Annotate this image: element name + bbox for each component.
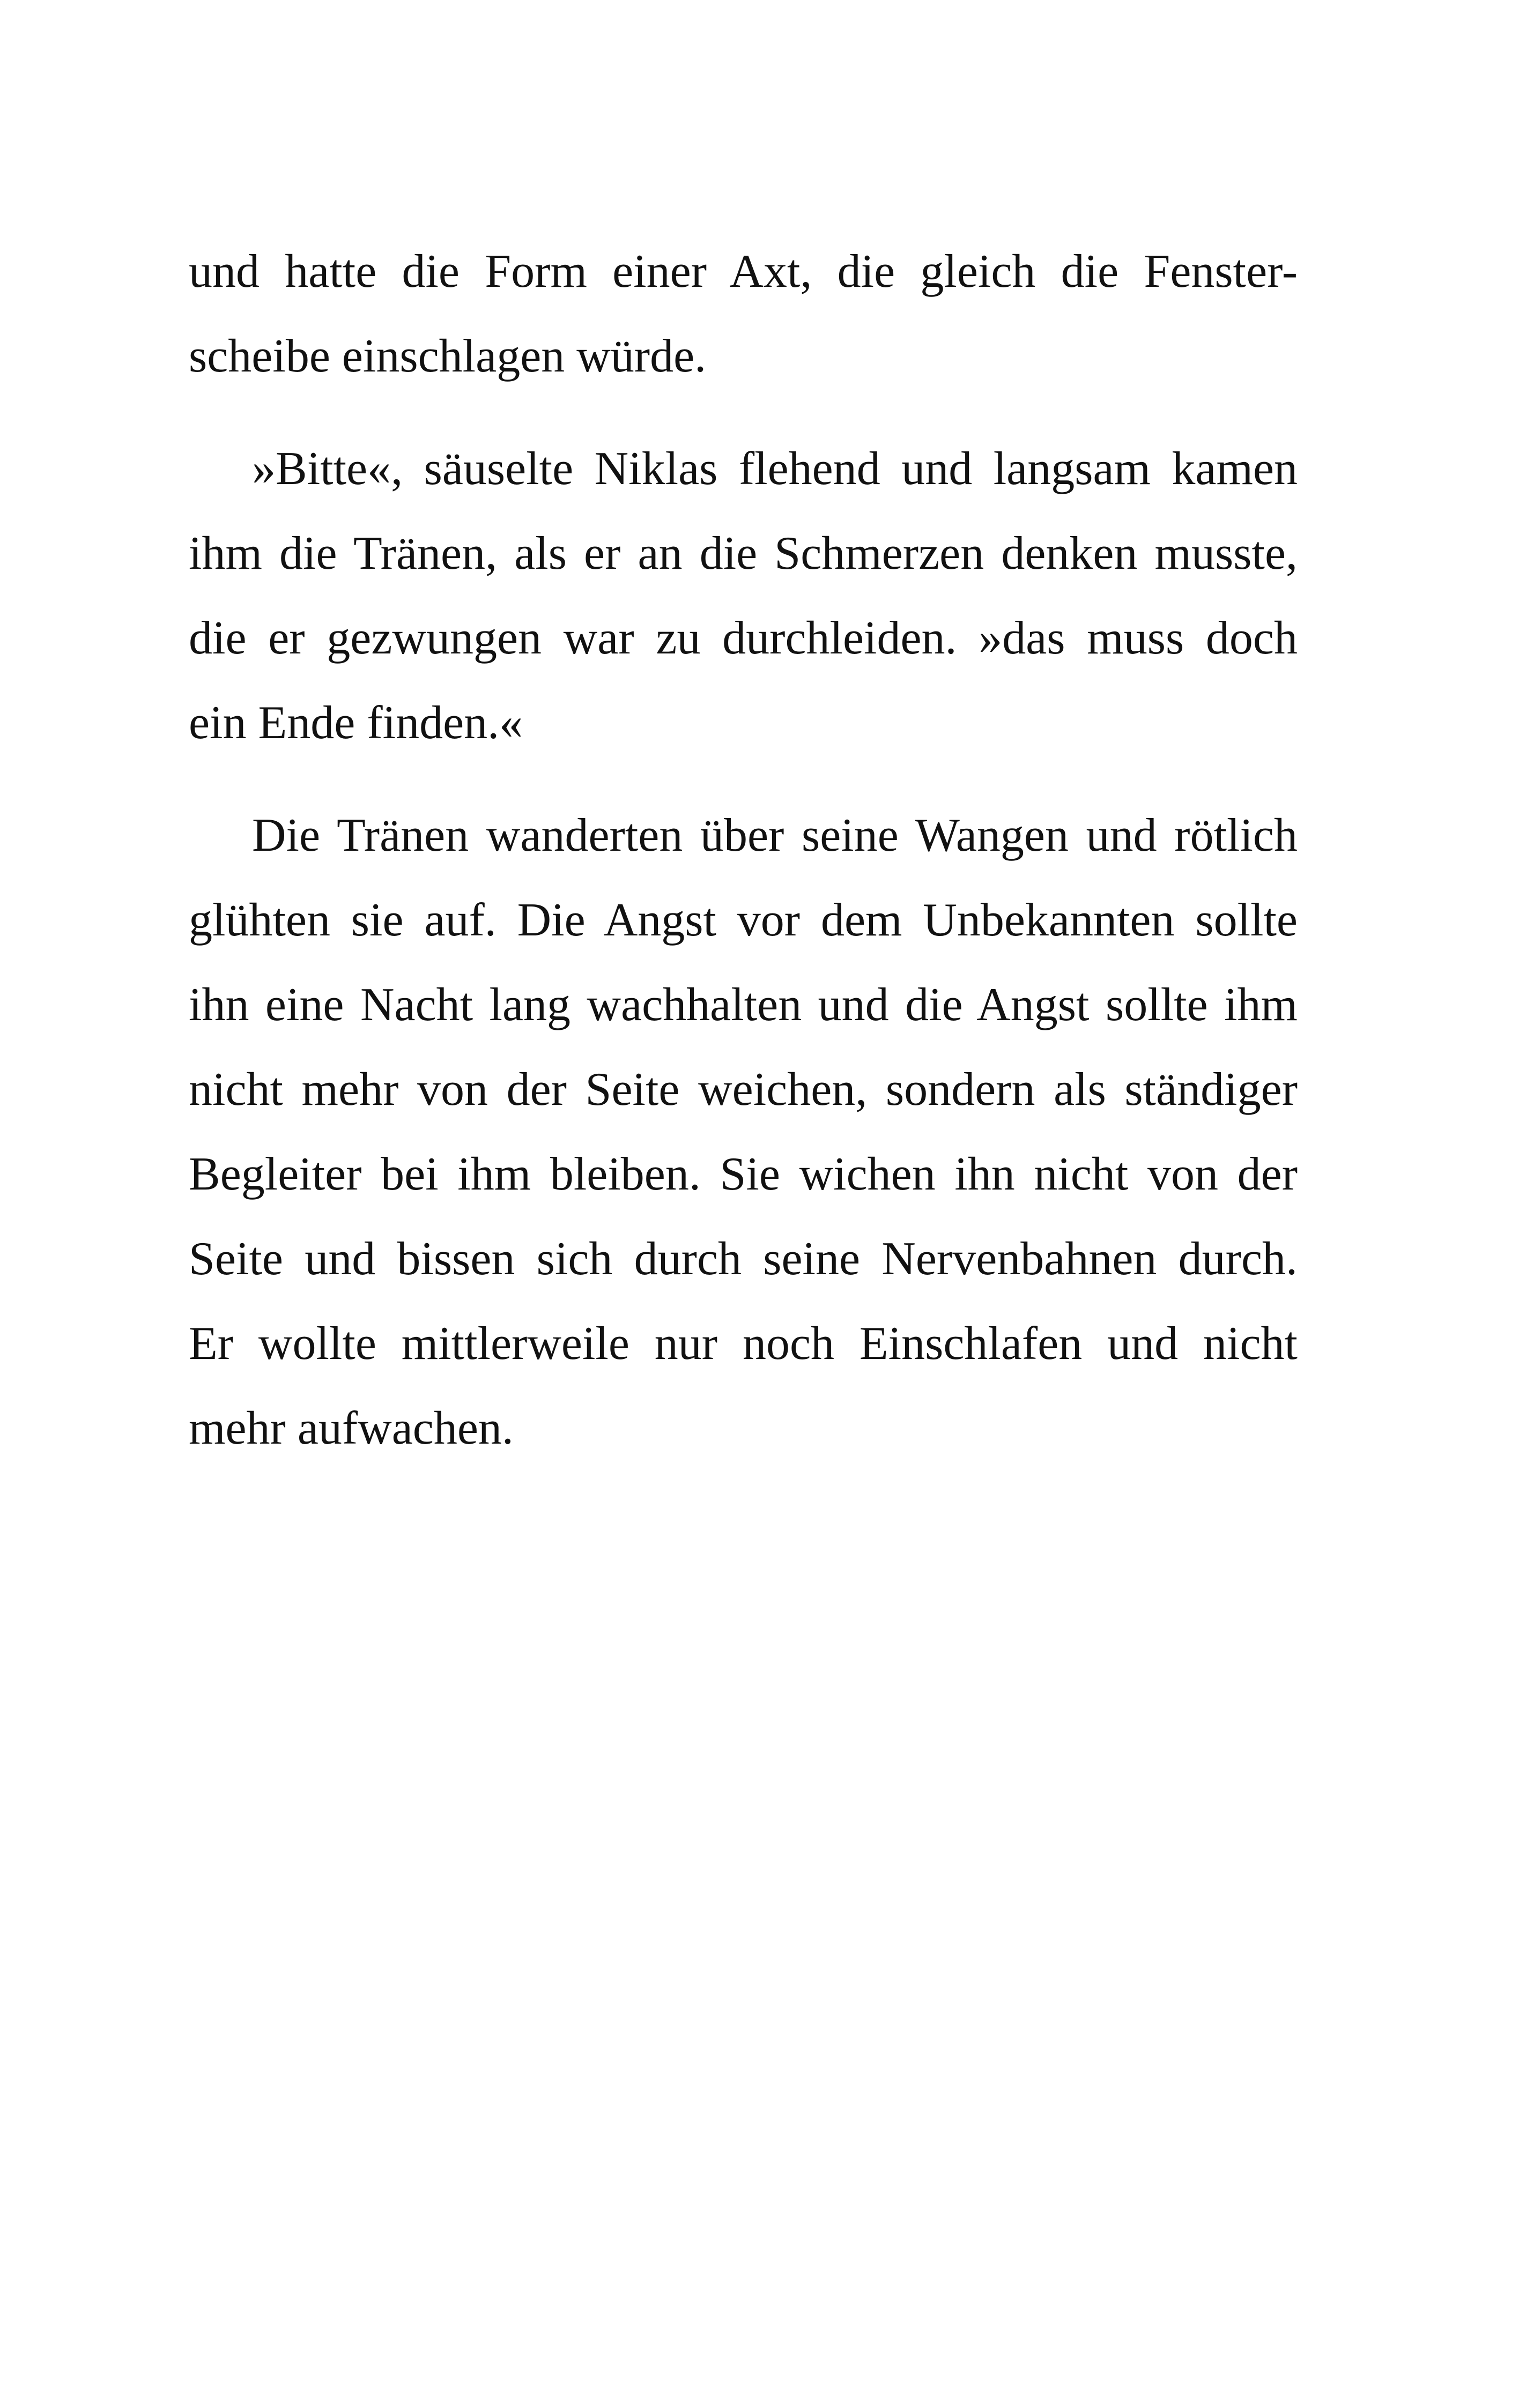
text-line: scheibe einschlagen würde. [189,330,707,382]
text-line: glühten sie auf. Die Angst vor dem Unbekannten sollte [189,894,1298,946]
text-line: Seite und bissen sich durch seine Nervenbahnen durch. [189,1233,1298,1285]
text-line: Er wollte mittlerweile nur noch Einschlafen und nicht [189,1318,1298,1370]
text-line: die er gezwungen war zu durchleiden. »das muss doch [189,612,1298,664]
paragraph [189,427,1298,765]
text-line: ihn eine Nacht lang wachhalten und die Angst sollte ihm [189,979,1298,1031]
text-line: mehr aufwachen. [189,1402,514,1454]
text-line: ein Ende finden.« [189,697,523,749]
text-line: nicht mehr von der Seite weichen, sondern als ständiger [189,1064,1298,1116]
text-line: ihm die Tränen, als er an die Schmerzen denken musste, [189,527,1298,579]
text-line: »Bitte«, säuselte Niklas flehend und langsam kamen [252,443,1298,495]
text-line: und hatte die Form einer Axt, die gleich die Fenster- [189,246,1298,298]
body-text [189,229,1298,1471]
paragraph [189,793,1298,1471]
paragraph-spacer [189,765,1298,793]
text-line: Begleiter bei ihm bleiben. Sie wichen ihn nicht von der [189,1148,1298,1200]
paragraph-spacer [189,399,1298,427]
paragraph [189,229,1298,399]
text-line: Die Tränen wanderten über seine Wangen und rötlich [252,809,1298,861]
